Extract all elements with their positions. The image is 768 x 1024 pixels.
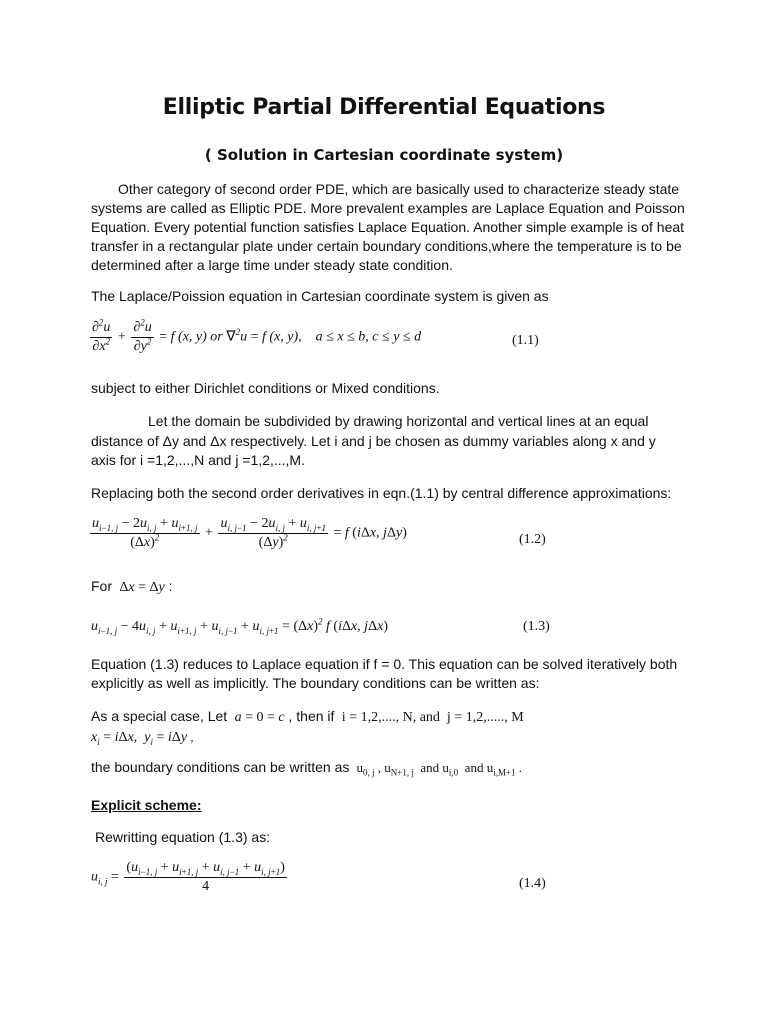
grid-definition: $x_i = i\Delta x$, $y_i = i\Delta y$ , — [91, 730, 194, 747]
boundary-text: the boundary conditions can be written as — [91, 759, 350, 775]
paragraph-5: Replacing both the second order derivatives in eqn.(1.1) by central difference approximations: — [91, 485, 672, 501]
paragraph-1-line-2: systems are called as Elliptic PDE. More prevalent examples are Laplace Equation and Poisson — [91, 200, 685, 216]
paragraph-1-line-3: Equation. Every potential function satisfies Laplace Equation. Another simple example is of heat — [91, 219, 685, 235]
paragraph-9: Rewritting equation (1.3) as: — [95, 829, 271, 845]
paragraph-1-line-1: Other category of second order PDE, which are basically used to characterize steady state — [118, 181, 680, 197]
equation-1-3: $u_{i-1, j} - 4u_{i, j} + u_{i+1, j} + u_{i, j-1} + u_{i, j+1} = (\Delta x)^2$ f (iΔx, jΔx) — [91, 616, 388, 636]
for-label: For — [91, 578, 112, 594]
equation-1-3-label: (1.3) — [523, 619, 550, 634]
equation-1-1: $\frac{\partial^2u}{\partial x^2}$ + $\frac{\partial^2u}{\partial y^2}$ = f (x, y) or ∇$^2$u = f (x, y), a ≤ x ≤ b, c ≤ y ≤ d — [92, 317, 422, 354]
paragraph-4-line-2: distance of Δy and Δx respectively. Let i and j be chosen as dummy variables along x and y — [91, 433, 656, 449]
equation-1-4: $u_{i, j}$ = $\frac{(u_{i-1, j} + u_{i+1, j} + u_{i, j-1} + u_{i, j+1})}{4}$ — [91, 860, 285, 894]
page-title: Elliptic Partial Differential Equations — [162, 95, 606, 120]
equation-1-2: $\frac{u_{i-1, j} - 2u_{i, j} + u_{i+1, j}}{(\Delta x)^2}$ + $\frac{u_{i, j-1} - 2u_{i, j} + u_{i, j+1}}{(\Delta y)^2}$ = f (iΔx, jΔy) — [92, 516, 407, 550]
paragraph-3: subject to either Dirichlet conditions or Mixed conditions. — [91, 380, 440, 396]
paragraph-4-line-1: Let the domain be subdivided by drawing horizontal and vertical lines at an equal — [148, 413, 649, 429]
boundary-line: the boundary conditions can be written as $u_{0, j}$ , $u_{N+1, j}$ and $u_{i,0}$ and $u_{i,M+1}$ . — [91, 759, 523, 778]
page-subtitle: ( Solution in Cartesian coordinate system) — [204, 146, 564, 164]
paragraph-1-line-5: determined after a large time under steady state condition. — [91, 257, 453, 273]
paragraph-6-line-2: explicitly as well as implicitly. The boundary conditions can be written as: — [91, 675, 540, 691]
paragraph-1-line-4: transfer in a rectangular plate under certain boundary conditions,where the temperature is to be — [91, 238, 682, 254]
equation-1-1-label: (1.1) — [512, 333, 539, 348]
equation-1-2-label: (1.2) — [519, 532, 546, 547]
for-condition: For Δx = Δy : — [91, 578, 173, 595]
special-case-text-b: , then if — [288, 708, 335, 724]
paragraph-2: The Laplace/Poission equation in Cartesian coordinate system is given as — [91, 288, 549, 304]
paragraph-6-line-1: Equation (1.3) reduces to Laplace equation if f = 0. This equation can be solved iteratively both — [91, 656, 678, 672]
special-case-text-a: As a special case, Let — [91, 708, 228, 724]
paragraph-4-line-3: axis for i =1,2,...,N and j =1,2,...,M. — [91, 452, 305, 468]
explicit-scheme-heading: Explicit scheme: — [91, 797, 202, 813]
special-case-line: As a special case, Let a = 0 = c , then if i = 1,2,...., N, and j = 1,2,....., M — [91, 708, 524, 725]
equation-1-4-label: (1.4) — [519, 876, 546, 891]
